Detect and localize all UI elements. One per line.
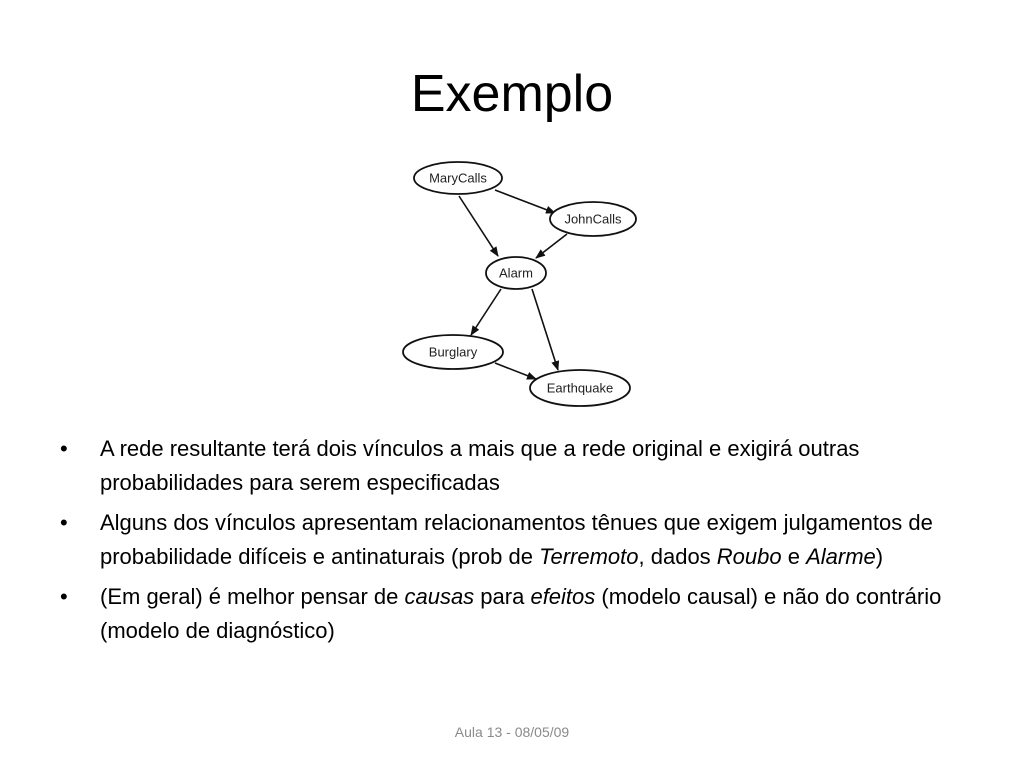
bullet-2-text-3: e bbox=[781, 544, 807, 569]
bullet-3-text-1: (Em geral) é melhor pensar de bbox=[100, 584, 405, 609]
bullet-3-text-3: (modelo causal) e não do contrário (modelo de diagnóstico) bbox=[100, 584, 942, 643]
bullet-1-text: A rede resultante terá dois vínculos a mais que a rede original e exigirá outras probabilidades para serem especificadas bbox=[100, 436, 860, 495]
bullet-3-italic-causas: causas bbox=[404, 584, 475, 609]
node-marycalls-label: MaryCalls bbox=[429, 170, 487, 186]
node-alarm bbox=[486, 257, 546, 289]
bullet-symbol: • bbox=[60, 510, 68, 535]
node-marycalls bbox=[414, 162, 502, 194]
bullet-2-italic-roubo: Roubo bbox=[716, 544, 782, 569]
node-johncalls bbox=[550, 202, 636, 236]
bullet-2-text-4: ) bbox=[875, 544, 884, 569]
bullet-3-text-2: para bbox=[474, 584, 531, 609]
edge-johncalls-alarm bbox=[536, 234, 567, 258]
slide-title: Exemplo bbox=[410, 65, 614, 123]
edge-alarm-earthquake bbox=[532, 289, 558, 370]
bullet-symbol: • bbox=[60, 436, 68, 461]
bullet-2-text-2: , dados bbox=[638, 544, 717, 569]
edge-marycalls-johncalls bbox=[495, 190, 555, 213]
edge-marycalls-alarm bbox=[459, 196, 498, 256]
bullet-2-italic-alarme: Alarme bbox=[806, 544, 876, 569]
bayes-network-svg bbox=[395, 152, 650, 414]
bullet-item-3 bbox=[60, 580, 960, 648]
node-johncalls-label: JohnCalls bbox=[564, 211, 622, 227]
node-burglary bbox=[403, 335, 503, 369]
bullet-list bbox=[60, 432, 960, 654]
bullet-item-1 bbox=[60, 432, 960, 500]
bullet-2-text-1: Alguns dos vínculos apresentam relacionamentos tênues que exigem julgamentos de probabilidade difíceis e antinaturais (prob de bbox=[100, 510, 933, 569]
node-earthquake bbox=[530, 370, 630, 406]
bayes-network-diagram bbox=[395, 152, 650, 414]
bullet-symbol: • bbox=[60, 584, 68, 609]
slide-footer: Aula 13 - 08/05/09 bbox=[454, 724, 570, 740]
node-alarm-label: Alarm bbox=[499, 265, 533, 281]
node-earthquake-label: Earthquake bbox=[546, 380, 614, 396]
node-burglary-label: Burglary bbox=[428, 344, 478, 360]
edge-burglary-earthquake bbox=[495, 363, 536, 379]
edge-alarm-burglary bbox=[471, 289, 501, 335]
bullet-2-italic-terremoto: Terremoto bbox=[539, 544, 639, 569]
bullet-item-2 bbox=[60, 506, 960, 574]
bullet-3-italic-efeitos: efeitos bbox=[530, 584, 596, 609]
